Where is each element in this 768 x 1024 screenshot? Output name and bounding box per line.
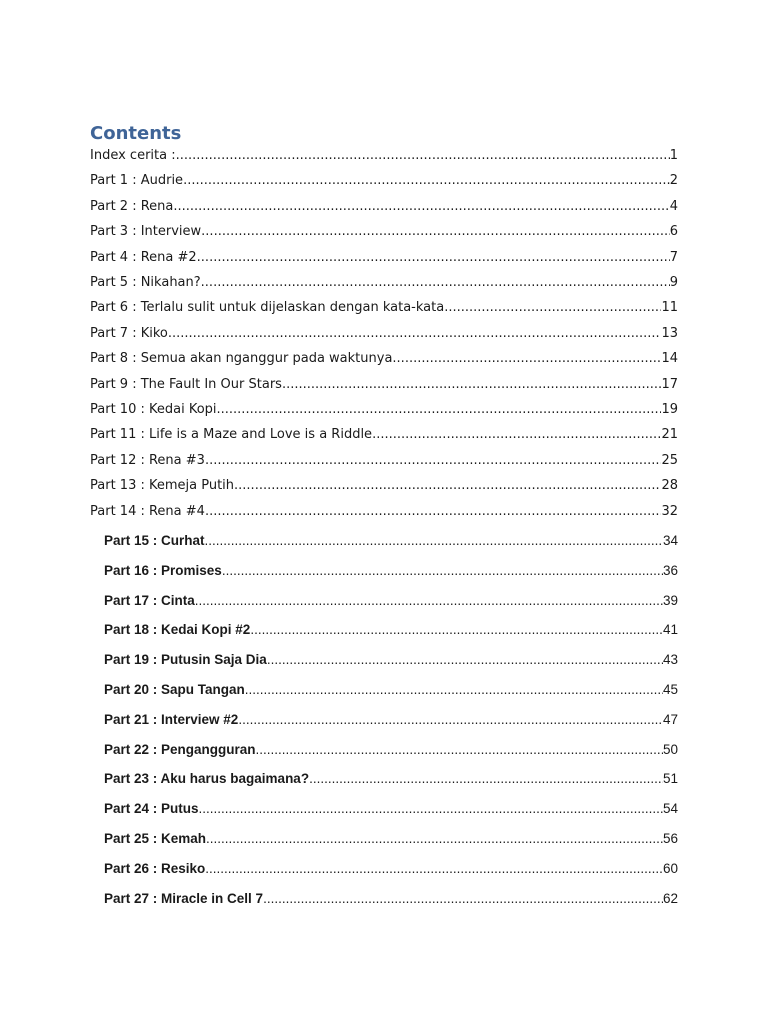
- toc-entry[interactable]: [90, 452, 678, 470]
- toc-entry-label: Part 20 : Sapu Tangan: [104, 682, 245, 697]
- toc-entry-page-number: 47: [662, 711, 678, 727]
- toc-dot-leader: [206, 830, 663, 848]
- toc-entry-label: Part 13 : Kemeja Putih: [90, 478, 235, 494]
- toc-entry-label: Part 1 : Audrie: [90, 173, 184, 189]
- toc-dot-leader: [217, 401, 662, 419]
- toc-dot-leader: [201, 223, 670, 241]
- toc-entry-page-number: 7: [669, 249, 678, 265]
- toc-entry-label: Part 11 : Life is a Maze and Love is a Riddle: [90, 427, 373, 443]
- toc-entry[interactable]: [104, 890, 678, 908]
- toc-entry[interactable]: [90, 274, 678, 292]
- toc-entry-page-number: 39: [662, 592, 678, 608]
- toc-entry-page-number: 11: [661, 300, 678, 316]
- toc-entry[interactable]: [104, 562, 678, 580]
- toc-dot-leader: [234, 477, 661, 495]
- toc-entry-page-number: 14: [661, 351, 678, 367]
- toc-entry-label: Part 10 : Kedai Kopi: [90, 402, 217, 417]
- toc-entry-label: Part 19 : Putusin Saja Dia: [104, 652, 267, 668]
- toc-entry-page-number: 1: [669, 148, 678, 163]
- toc-entry-page-number: 36: [662, 562, 678, 578]
- toc-entry[interactable]: [104, 651, 678, 669]
- toc-entry[interactable]: [104, 800, 678, 818]
- toc-entry[interactable]: [104, 860, 678, 878]
- toc-dot-leader: [309, 770, 663, 788]
- toc-heading: Contents: [90, 123, 182, 144]
- toc-entry[interactable]: [90, 426, 678, 444]
- toc-entry-page-number: 13: [661, 325, 678, 341]
- toc-entry-page-number: 62: [662, 890, 678, 906]
- toc-dot-leader: [168, 325, 662, 343]
- toc-entry[interactable]: [90, 299, 678, 317]
- toc-entry-label: Index cerita :: [90, 148, 176, 163]
- toc-entry-label: Part 27 : Miracle in Cell 7: [104, 890, 264, 906]
- toc-entry[interactable]: [90, 401, 678, 419]
- toc-dot-leader: [392, 350, 661, 368]
- toc-entry[interactable]: [104, 621, 678, 639]
- toc-dot-leader: [205, 532, 663, 550]
- toc-entry-page-number: 60: [662, 860, 678, 876]
- toc-entry-label: Part 4 : Rena #2: [90, 249, 197, 265]
- toc-entry[interactable]: [90, 249, 678, 267]
- toc-entry[interactable]: [90, 350, 678, 368]
- toc-entry-page-number: 9: [669, 275, 678, 290]
- toc-entry-page-number: 43: [662, 652, 678, 668]
- toc-dot-leader: [176, 147, 670, 165]
- toc-entry[interactable]: [90, 376, 678, 394]
- toc-entry-label: Part 25 : Kemah: [104, 831, 207, 846]
- toc-entry-label: Part 16 : Promises: [104, 562, 222, 578]
- toc-entry-label: Part 17 : Cinta: [104, 592, 195, 608]
- toc-dot-leader: [195, 592, 663, 610]
- toc-entry[interactable]: [104, 741, 678, 759]
- toc-entry-label: Part 18 : Kedai Kopi #2: [104, 622, 251, 638]
- toc-entry-label: Part 21 : Interview #2: [104, 711, 239, 727]
- toc-entry-label: Part 8 : Semua akan nganggur pada waktunya: [90, 351, 393, 367]
- toc-dot-leader: [267, 651, 663, 669]
- toc-entry-label: Part 7 : Kiko: [90, 325, 168, 341]
- toc-entry-page-number: 19: [661, 402, 678, 417]
- toc-entry-label: Part 6 : Terlalu sulit untuk dijelaskan dengan kata-kata: [90, 300, 445, 316]
- toc-entry-page-number: 4: [669, 198, 678, 214]
- toc-entry[interactable]: [104, 681, 678, 699]
- toc-entry-page-number: 21: [661, 427, 678, 443]
- toc-entry-label: Part 22 : Pengangguran: [104, 741, 256, 757]
- toc-entry[interactable]: [90, 223, 678, 241]
- toc-dot-leader: [183, 172, 670, 190]
- toc-dot-leader: [199, 800, 663, 818]
- toc-dot-leader: [205, 860, 663, 878]
- toc-dot-leader: [444, 299, 661, 317]
- toc-dot-leader: [197, 249, 670, 267]
- toc-entry-label: Part 23 : Aku harus bagaimana?: [104, 771, 310, 787]
- toc-entry[interactable]: [104, 711, 678, 729]
- toc-entry-page-number: 54: [662, 801, 678, 817]
- toc-dot-leader: [282, 376, 662, 394]
- toc-entry[interactable]: [104, 532, 678, 550]
- toc-dot-leader: [245, 681, 663, 699]
- toc-entry-label: Part 24 : Putus: [104, 801, 199, 817]
- toc-entry-label: Part 26 : Resiko: [104, 860, 206, 876]
- toc-entry-page-number: 32: [661, 503, 678, 519]
- toc-entry-label: Part 5 : Nikahan?: [90, 275, 201, 290]
- toc-entry-page-number: 6: [669, 224, 678, 240]
- toc-entry-page-number: 51: [662, 771, 678, 787]
- toc-entry-label: Part 14 : Rena #4: [90, 503, 205, 519]
- toc-entry-page-number: 50: [662, 741, 678, 757]
- toc-entry-page-number: 56: [662, 831, 678, 846]
- toc-entry-page-number: 25: [661, 452, 678, 468]
- toc-entry-page-number: 34: [662, 533, 678, 548]
- toc-dot-leader: [263, 890, 663, 908]
- toc-entry[interactable]: [90, 172, 678, 190]
- toc-dot-leader: [173, 198, 669, 216]
- toc-dot-leader: [205, 452, 662, 470]
- toc-entry[interactable]: [90, 503, 678, 521]
- toc-entry-page-number: 41: [662, 622, 678, 638]
- toc-dot-leader: [201, 274, 670, 292]
- toc-entry[interactable]: [104, 592, 678, 610]
- toc-entry[interactable]: [90, 325, 678, 343]
- toc-dot-leader: [250, 621, 663, 639]
- toc-dot-leader: [372, 426, 661, 444]
- toc-entry-label: Part 12 : Rena #3: [90, 452, 205, 468]
- toc-entry[interactable]: [90, 147, 678, 165]
- toc-dot-leader: [238, 711, 663, 729]
- toc-entry[interactable]: [90, 198, 678, 216]
- toc-dot-leader: [222, 562, 663, 580]
- toc-entry-label: Part 9 : The Fault In Our Stars: [90, 376, 282, 392]
- toc-dot-leader: [256, 741, 663, 759]
- toc-entry-page-number: 2: [669, 173, 678, 189]
- toc-entry-label: Part 2 : Rena: [90, 198, 174, 214]
- toc-entry[interactable]: [90, 477, 678, 495]
- toc-entry-label: Part 3 : Interview: [90, 224, 202, 240]
- toc-entry[interactable]: [104, 770, 678, 788]
- toc-entry-page-number: 17: [661, 376, 678, 392]
- toc-entry-page-number: 45: [662, 682, 678, 697]
- toc-entry[interactable]: [104, 830, 678, 848]
- toc-entry-page-number: 28: [661, 478, 678, 494]
- toc-dot-leader: [205, 503, 662, 521]
- toc-entry-label: Part 15 : Curhat: [104, 533, 205, 548]
